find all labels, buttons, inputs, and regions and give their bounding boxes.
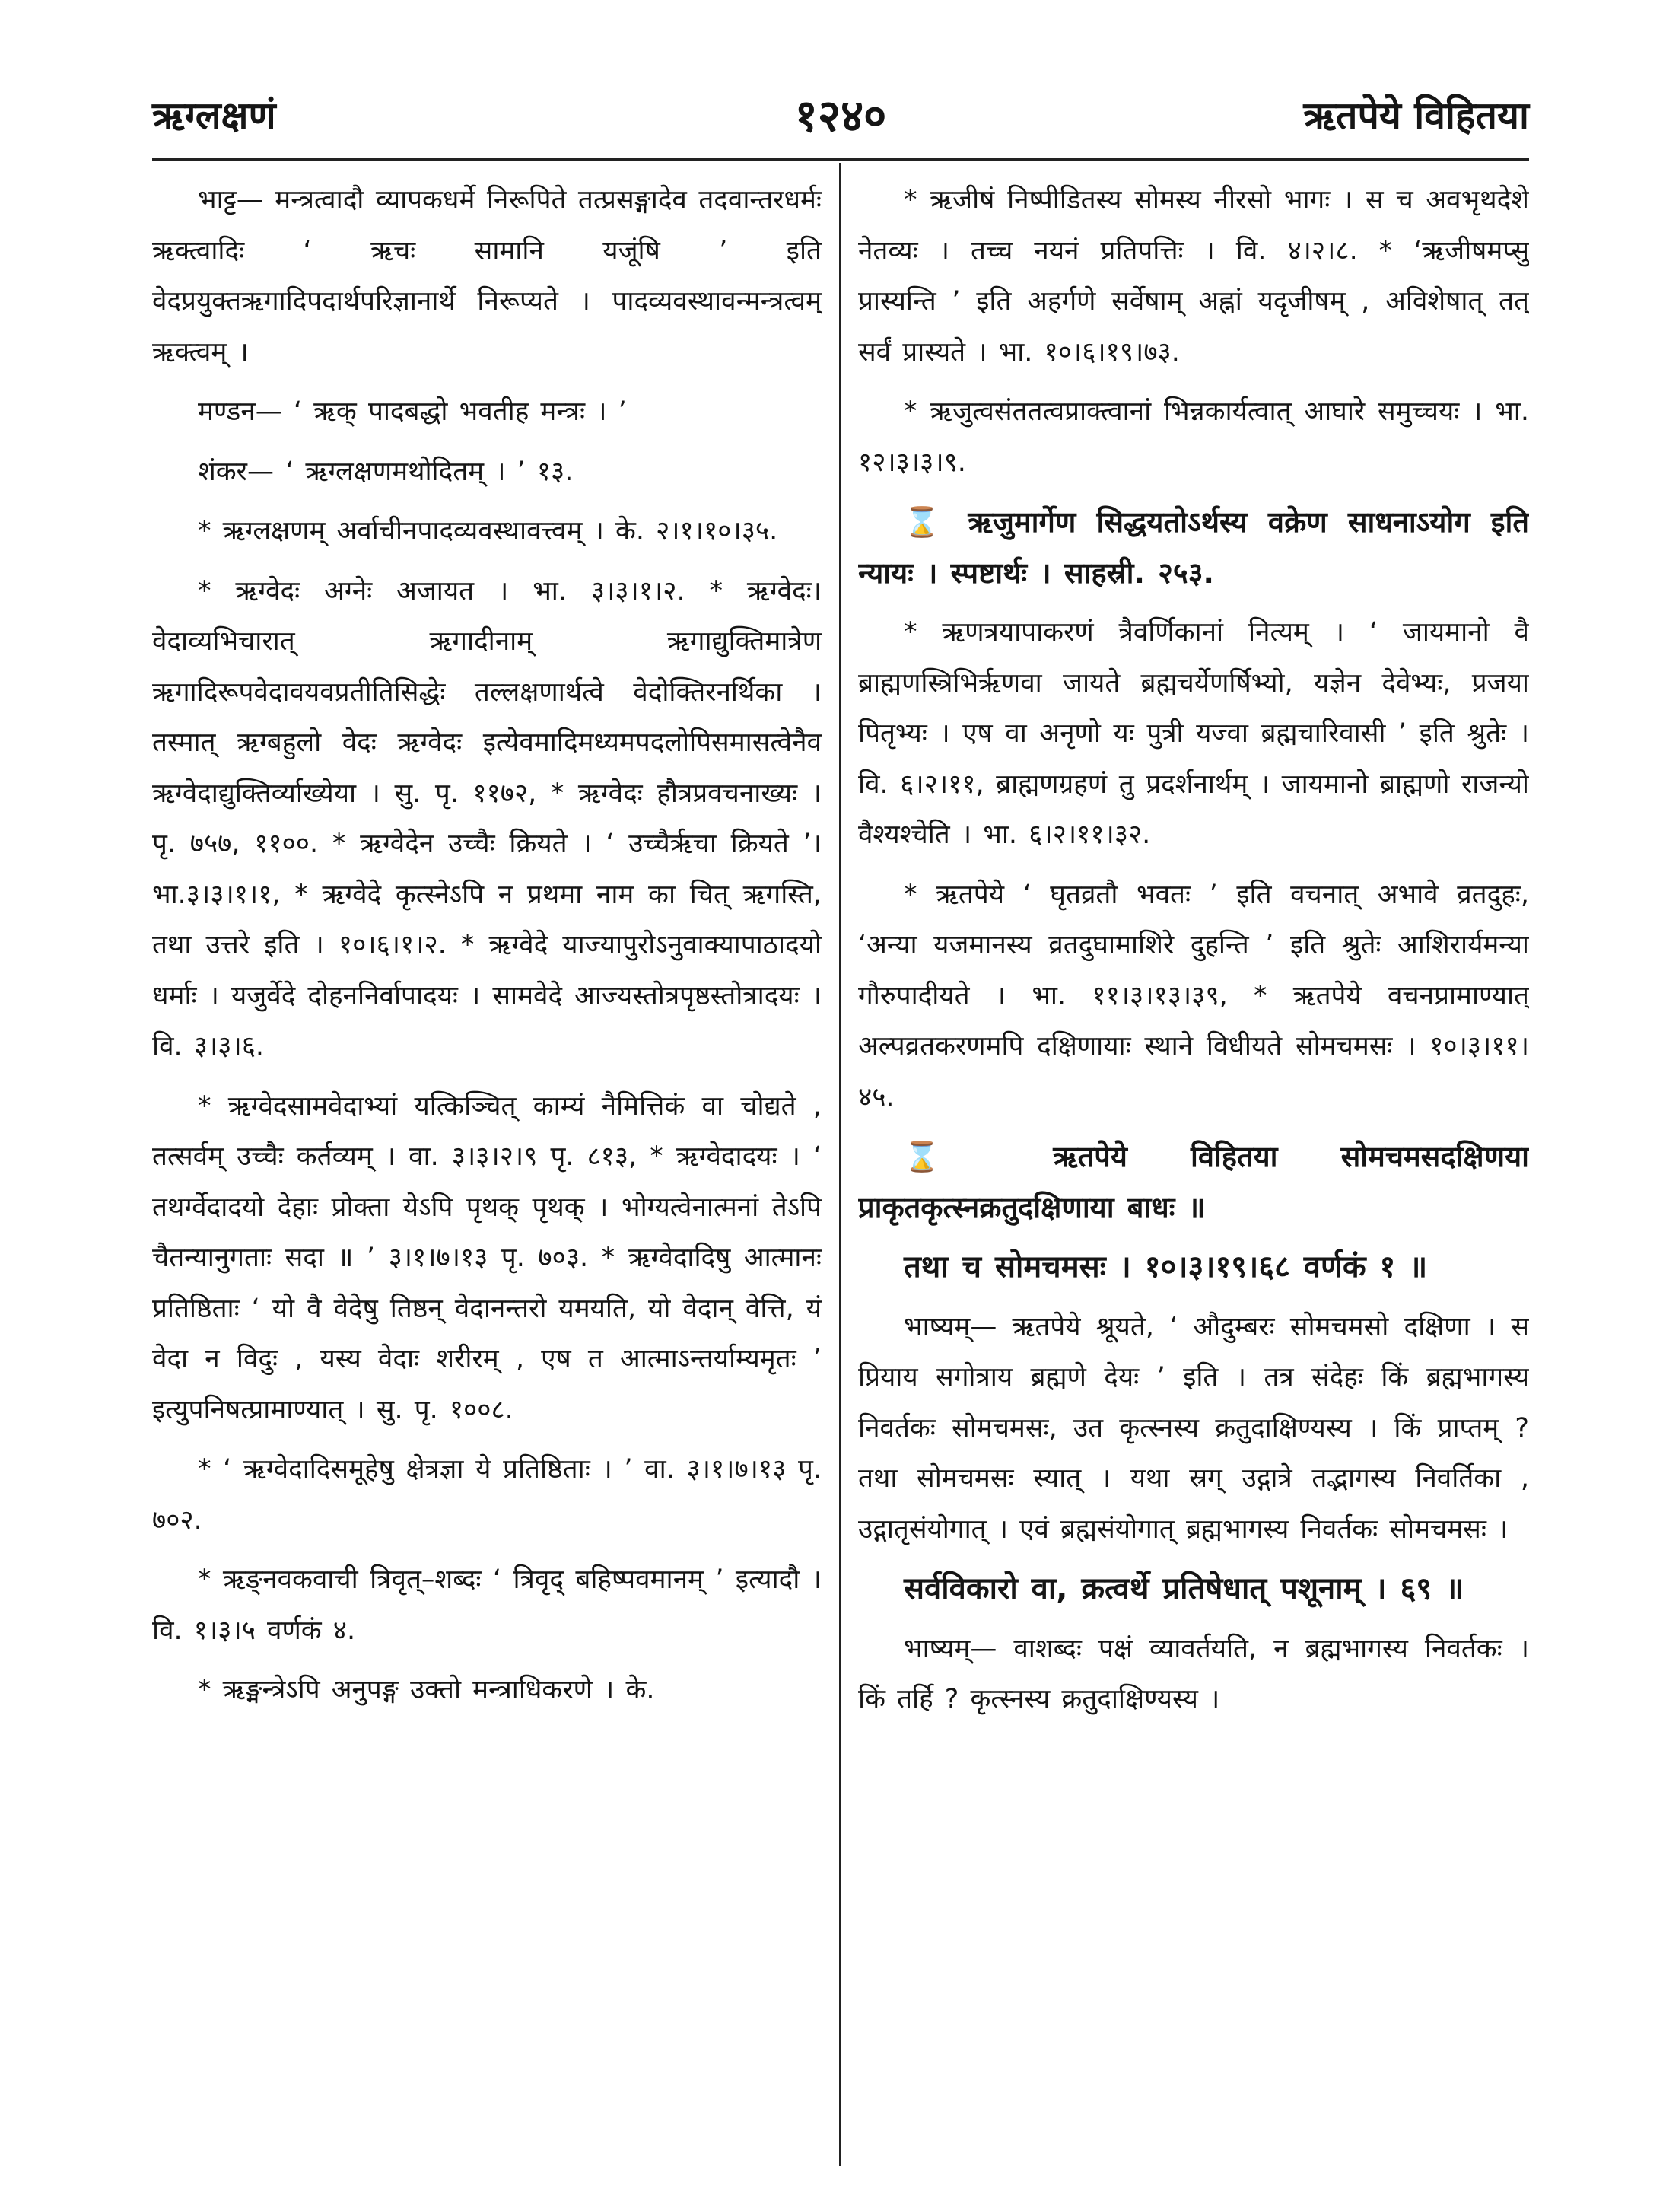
column-divider [839, 163, 841, 2166]
sutra-69: सर्वविकारो वा, क्रत्वर्थे प्रतिषेधात् पशूनाम् । ६९ ॥ [904, 1571, 1464, 1606]
entry-bhatta: भाट्ट— मन्त्रत्वादौ व्यापकधर्मे निरूपिते तत्प्रसङ्गादेव तदवान्तरधर्मः ऋक्त्वादिः ‘ ऋचः सामानि यजूंषि ’ इति वेदप्रयुक्तऋगादिपदार्थपरिज्ञानार्थे निरूप्यते । पादव्यवस्थावन्मन्त्रत्वम् ऋक्त्वम् । [152, 185, 822, 368]
entry-rijutva: * ऋजुत्वसंततत्वप्राक्त्वानां भिन्नकार्यत्वात् आघारे समुच्चयः । भा. १२।३।३।९. [858, 396, 1529, 478]
header-left-keyword: ऋग्लक्षणं [152, 94, 276, 138]
page-number: १२४० [794, 90, 887, 142]
entry-rijisham: * ऋजीषं निष्पीडितस्य सोमस्य नीरसो भागः । स च अवभृथदेशे नेतव्यः । तच्च नयनं प्रतिपत्तिः । वि. ४।२।८. * ‘ऋजीषमप्सु प्रास्यन्ति ’ इति अहर्गणे सर्वेषाम् अह्नां यदृजीषम् , अविशेषात् तत् सर्वं प्रास्यते । भा. १०।६।१९।७३. [858, 185, 1529, 368]
adhikarana-heading-ritapeye: ⌛ ऋतपेये विहितया सोमचमसदक्षिणया प्राकृतकृत्स्नक्रतुदक्षिणाया बाधः ॥ [858, 1140, 1529, 1224]
running-header [152, 85, 1529, 154]
left-column [152, 175, 822, 1725]
entry-rinatraya: * ऋणत्रयापाकरणं त्रैवर्णिकानां नित्यम् । ‘ जायमानो वै ब्राह्मणस्त्रिभिर्ऋणवा जायते ब्रह्मचर्येणर्षिभ्यो, यज्ञेन देवेभ्यः, प्रजया पितृभ्यः । एष वा अनृणो यः पुत्री यज्वा ब्रह्मचारिवासी ’ इति श्रुतेः । वि. ६।२।११, ब्राह्मणग्रहणं तु प्रदर्शनार्थम् । जायमानो ब्राह्मणो राजन्यो वैश्यश्चेति । भा. ६।२।११।३२. [858, 617, 1529, 850]
nyaya-heading-rijumarga: ⌛ ऋजुमार्गेण सिद्धयतोऽर्थस्य वक्रेण साधनाऽयोग इति न्यायः । स्पष्टार्थः । साहस्री. २५३. [858, 505, 1529, 590]
bhashya-69: भाष्यम्— वाशब्दः पक्षं व्यावर्तयति, न ब्रह्मभागस्य निवर्तकः । किं तर्हि ? कृत्स्नस्य क्रतुदाक्षिण्यस्य । [858, 1633, 1529, 1714]
entry-rigveda: * ऋग्वेदः अग्नेः अजायत । भा. ३।३।१।२. * ऋग्वेदः। वेदाव्यभिचारात् ऋगादीनाम् ऋगाद्युक्तिमात्रेण ऋगादिरूपवेदावयवप्रतीतिसिद्धेः तल्लक्षणार्थत्वे वेदोक्तिरनर्थिका । तस्मात् ऋग्बहुलो वेदः ऋग्वेदः इत्येवमादिमध्यमपदलोपिसमासत्वेनैव ऋग्वेदाद्युक्तिर्व्याख्येया । सु. पृ. ११७२, * ऋग्वेदः हौत्रप्रवचनाख्यः । पृ. ७५७, ११००. * ऋग्वेदेन उच्चैः क्रियते । ‘ उच्चैर्ऋचा क्रियते ’। भा.३।३।१।१, * ऋग्वेदे कृत्स्नेऽपि न प्रथमा नाम का चित् ऋगस्ति, तथा उत्तरे इति । १०।६।१।२. * ऋग्वेदे याज्यापुरोऽनुवाक्यापाठादयो धर्माः । यजुर्वेदे दोहननिर्वापादयः । सामवेदे आज्यस्तोत्रपृष्ठस्तोत्रादयः । वि. ३।३।६. [152, 575, 822, 1061]
entry-ritapeye: * ऋतपेये ‘ घृतव्रतौ भवतः ’ इति वचनात् अभावे व्रतदुहः, ‘अन्या यजमानस्य व्रतदुघामाशिरे दुहन्ति ’ इति श्रुतेः आशिरार्यमन्या गौरुपादीयते । भा. ११।३।१३।३९, * ऋतपेये वचनप्रामाण्यात् अल्पव्रतकरणमपि दक्षिणायाः स्थाने विधीयते सोमचमसः । १०।३।११।४५. [858, 879, 1529, 1112]
right-column [858, 175, 1529, 1734]
entry-rigvedadi-samuheshu: * ‘ ऋग्वेदादिसमूहेषु क्षेत्रज्ञा ये प्रतिष्ठिताः । ’ वा. ३।१।७।१३ पृ. ७०२. [152, 1454, 822, 1536]
sutra-68: तथा च सोमचमसः । १०।३।१९।६८ वर्णकं १ ॥ [904, 1249, 1428, 1284]
entry-rigmantra: * ऋङ्मन्त्रेऽपि अनुपङ्ग उक्तो मन्त्राधिकरणे । के. [198, 1675, 655, 1705]
bhashya-68: भाष्यम्— ऋतपेये श्रूयते, ‘ औदुम्बरः सोमचमसो दक्षिणा । स प्रियाय सगोत्राय ब्रह्मणे देयः ’ इति । तत्र संदेहः किं ब्रह्मभागस्य निवर्तकः सोमचमसः, उत कृत्स्नस्य क्रतुदाक्षिण्यस्य । किं प्राप्तम् ? तथा सोमचमसः स्यात् । यथा स्रग् उद्गात्रे तद्भागस्य निवर्तिका , उद्गातृसंयोगात् । एवं ब्रह्मसंयोगात् ब्रह्मभागस्य निवर्तकः सोमचमसः । [858, 1311, 1529, 1545]
entry-mandana: मण्डन— ‘ ऋक् पादबद्धो भवतीह मन्त्रः । ’ [198, 396, 627, 427]
entry-riglakshanam: * ऋग्लक्षणम् अर्वाचीनपादव्यवस्थावत्त्वम् । के. २।१।१०।३५. [198, 516, 778, 546]
header-right-keyword: ऋतपेये विहितया [1303, 94, 1529, 138]
header-rule [152, 158, 1529, 161]
entry-shankara: शंकर— ‘ ऋग्लक्षणमथोदितम् । ’ १३. [198, 456, 574, 487]
entry-rigveda-samaveda: * ऋग्वेदसामवेदाभ्यां यत्किञ्चित् काम्यं नैमित्तिकं वा चोद्यते , तत्सर्वम् उच्चैः कर्तव्यम् । वा. ३।३।२।९ पृ. ८१३, * ऋग्वेदादयः । ‘ तथर्ग्वेदादयो देहाः प्रोक्ता येऽपि पृथक् पृथक् । भोग्यत्वेनात्मनां तेऽपि चैतन्यानुगताः सदा ॥ ’ ३।१।७।१३ पृ. ७०३. * ऋग्वेदादिषु आत्मानः प्रतिष्ठिताः ‘ यो वै वेदेषु तिष्ठन् वेदानन्तरो यमयति, यो वेदान् वेत्ति, यं वेदा न विदुः , यस्य वेदाः शरीरम् , एष त आत्माऽन्तर्याम्यमृतः ’ इत्युपनिषत्प्रामाण्यात् । सु. पृ. १००८. [152, 1090, 822, 1425]
entry-rignavaka: * ऋङ्नवकवाची त्रिवृत्–शब्दः ‘ त्रिवृद् बहिष्पवमानम् ’ इत्यादौ । वि. १।३।५ वर्णकं ४. [152, 1564, 822, 1646]
